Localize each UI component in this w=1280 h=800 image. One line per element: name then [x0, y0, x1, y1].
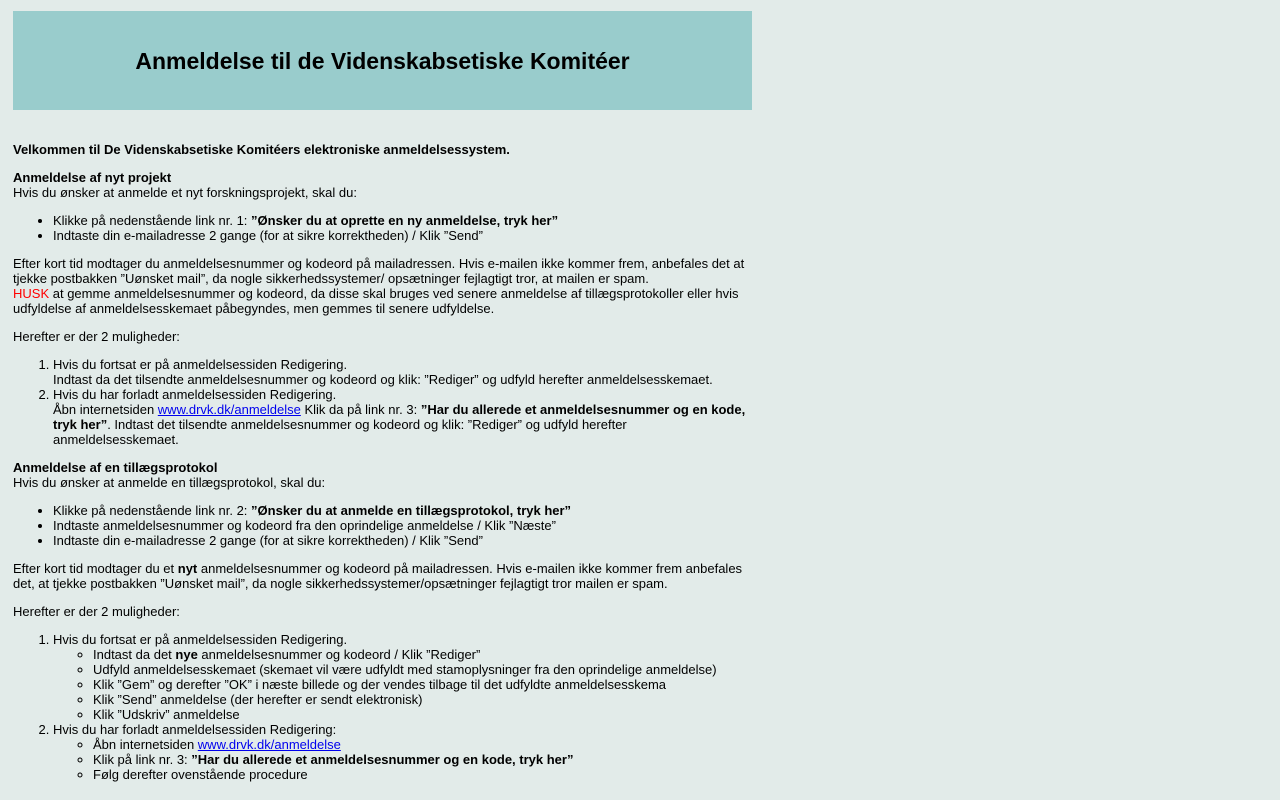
sub-step-text: Åbn internetsiden — [93, 737, 198, 752]
option-text: Hvis du har forladt anmeldelsessiden Redigering. — [53, 387, 337, 402]
option-text: Åbn internetsiden — [53, 402, 158, 417]
sub-step-text: Klik på link nr. 3: — [93, 752, 192, 767]
step-text: Klikke på nedenstående link nr. 1: — [53, 213, 252, 228]
options-intro-2: Herefter er der 2 muligheder: — [13, 604, 180, 619]
info-text: Efter kort tid modtager du et — [13, 561, 178, 576]
list-item — [93, 767, 752, 782]
option-text: Klik da på link nr. 3: — [300, 402, 421, 417]
link3-title-2: ”Har du allerede et anmeldelsesnummer og en kode, tryk her” — [191, 752, 574, 767]
supplementary-lead: Hvis du ønsker at anmelde en tillægsprotokol, skal du: — [13, 475, 326, 490]
sub-step-text: Indtast da det — [93, 647, 176, 662]
info-text: Efter kort tid modtager du anmeldelsesnummer og kodeord på mailadressen. Hvis e-mailen ikke kommer frem, anbefales det at tjekke postbakken ”Uønsket mail”, da nogle sikkerhedssystemer/ opsætninger fejlagtigt tror, at mailen er spam. — [13, 256, 745, 286]
new-project-intro — [13, 170, 752, 200]
new-project-info — [13, 256, 752, 316]
husk-label: HUSK — [13, 286, 50, 301]
sub-step-text: Følg derefter ovenstående procedure — [93, 767, 308, 782]
list-item — [53, 503, 752, 518]
page — [0, 11, 1280, 782]
drvk-link-2[interactable]: www.drvk.dk/anmeldelse — [197, 737, 341, 752]
list-item — [53, 213, 752, 228]
new-project-steps — [13, 213, 752, 243]
info-text: anmeldelsesnummer og kodeord på mailadressen. Hvis e-mailen ikke kommer frem anbefales det, at tjekke postbakken ”Uønsket mail”, da nogle sikkerhedssystemer/opsætninger fejlagtigt tror mailen er spam. — [13, 561, 743, 591]
sub-step-text: anmeldelsesnummer og kodeord / Klik ”Rediger” — [197, 647, 481, 662]
list-item — [93, 737, 752, 752]
sub-step-text: Klik ”Udskriv” anmeldelse — [93, 707, 240, 722]
page-header — [13, 11, 752, 110]
list-item — [93, 692, 752, 707]
link1-title: ”Ønsker du at oprette en ny anmeldelse, tryk her” — [251, 213, 559, 228]
list-item — [53, 722, 752, 782]
emphasis-nye: nye — [175, 647, 198, 662]
supplementary-options — [13, 632, 752, 782]
sub-step-text: Klik ”Gem” og derefter ”OK” i næste billede og der vendes tilbage til det udfyldte anmeldelsesskema — [93, 677, 667, 692]
welcome-text: Velkommen til De Videnskabsetiske Komitéers elektroniske anmeldelsessystem. — [13, 142, 510, 157]
page-title: Anmeldelse til de Videnskabsetiske Komitéer — [135, 47, 630, 74]
page-content — [13, 11, 752, 782]
list-item — [53, 228, 752, 243]
supplementary-info — [13, 561, 752, 591]
sub-steps — [53, 647, 752, 722]
step-text: Indtaste din e-mailadresse 2 gange (for at sikre korrektheden) / Klik ”Send” — [53, 228, 483, 243]
new-project-heading: Anmeldelse af nyt projekt — [13, 170, 172, 185]
option-text: Indtast da det tilsendte anmeldelsesnummer og kodeord og klik: ”Rediger” og udfyld herefter anmeldelsesskemaet. — [53, 372, 713, 387]
new-project-lead: Hvis du ønsker at anmelde et nyt forskningsprojekt, skal du: — [13, 185, 357, 200]
list-item — [93, 752, 752, 767]
option-text: Hvis du fortsat er på anmeldelsessiden Redigering. — [53, 632, 348, 647]
options-intro: Herefter er der 2 muligheder: — [13, 329, 180, 344]
option-text: Hvis du har forladt anmeldelsessiden Redigering: — [53, 722, 337, 737]
link2-title: ”Ønsker du at anmelde en tillægsprotokol, tryk her” — [251, 503, 572, 518]
list-item — [53, 533, 752, 548]
new-project-options — [13, 357, 752, 447]
option-text: . Indtast det tilsendte anmeldelsesnummer og kodeord og klik: ”Rediger” og udfyld herefter anmeldelsesskemaet. — [53, 417, 627, 447]
drvk-link[interactable]: www.drvk.dk/anmeldelse — [157, 402, 301, 417]
list-item — [93, 707, 752, 722]
list-item — [93, 662, 752, 677]
list-item — [93, 677, 752, 692]
emphasis-nyt: nyt — [177, 561, 198, 576]
supplementary-intro — [13, 460, 752, 490]
list-item — [93, 647, 752, 662]
supplementary-heading: Anmeldelse af en tillægsprotokol — [13, 460, 218, 475]
info-text: at gemme anmeldelsesnummer og kodeord, da disse skal bruges ved senere anmeldelse af tillægsprotokoller eller hvis udfyldelse af anmeldelsesskemaet påbegyndes, men gemmes til senere udfyldelse. — [13, 286, 739, 316]
list-item — [53, 632, 752, 722]
sub-step-text: Klik ”Send” anmeldelse (der herefter er sendt elektronisk) — [93, 692, 423, 707]
option-text: Hvis du fortsat er på anmeldelsessiden Redigering. — [53, 357, 348, 372]
sub-step-text: Udfyld anmeldelsesskemaet (skemaet vil være udfyldt med stamoplysninger fra den oprindelige anmeldelse) — [93, 662, 717, 677]
step-text: Klikke på nedenstående link nr. 2: — [53, 503, 252, 518]
list-item — [53, 518, 752, 533]
list-item — [53, 387, 752, 447]
sub-steps — [53, 737, 752, 782]
supplementary-steps — [13, 503, 752, 548]
step-text: Indtaste din e-mailadresse 2 gange (for at sikre korrektheden) / Klik ”Send” — [53, 533, 483, 548]
link3-title: ”Har du allerede et anmeldelsesnummer og en kode, tryk her” — [53, 402, 746, 432]
list-item — [53, 357, 752, 387]
step-text: Indtaste anmeldelsesnummer og kodeord fra den oprindelige anmeldelse / Klik ”Næste” — [53, 518, 556, 533]
